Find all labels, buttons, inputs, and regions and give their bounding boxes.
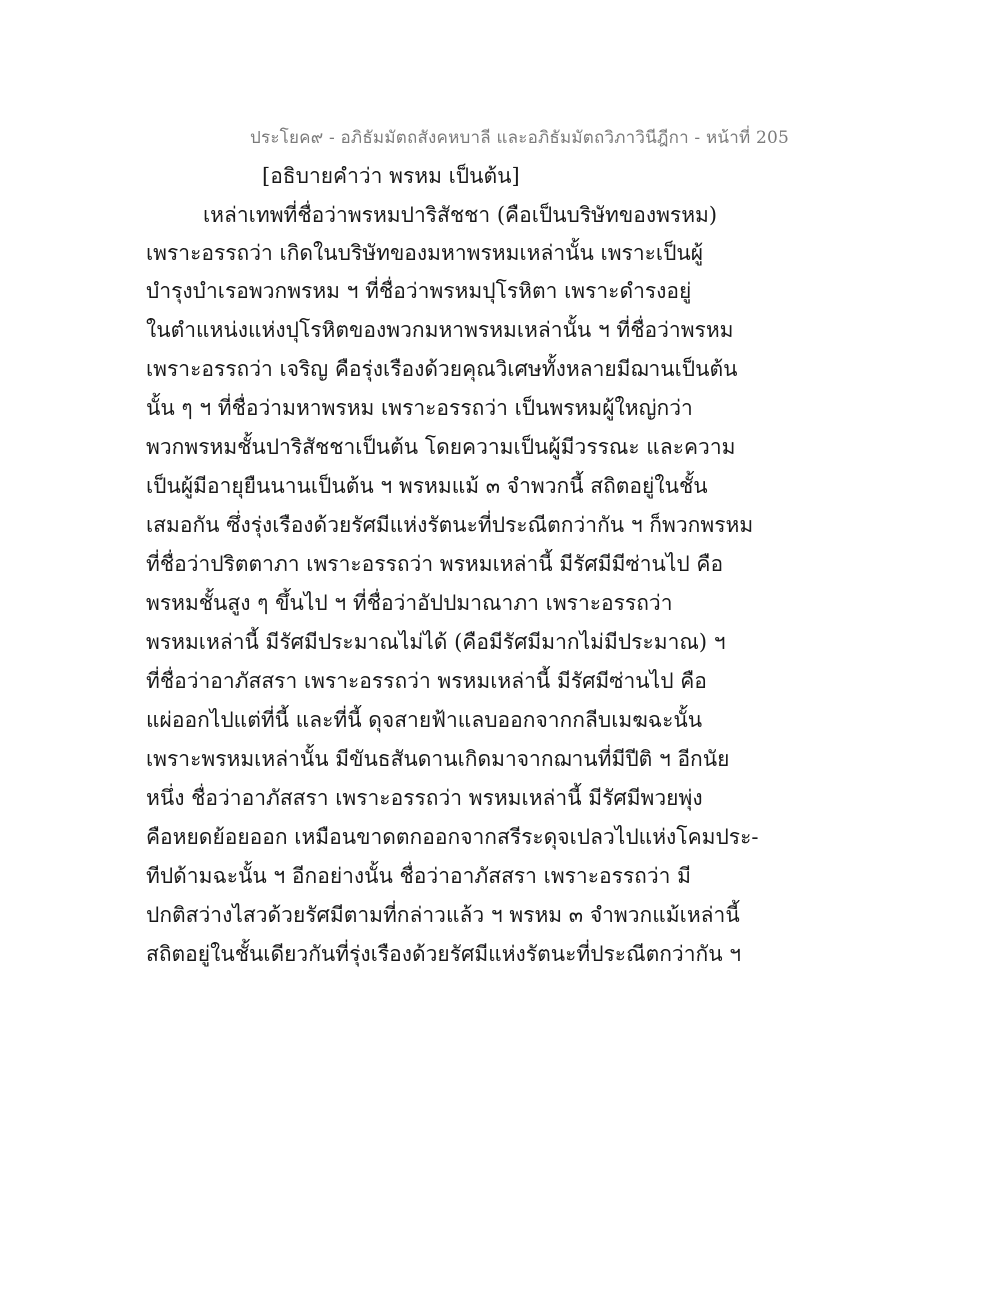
running-header: ประโยค๙ - อภิธัมมัตถสังคหบาลี และอภิธัมมัตถวิภาวินีฎีกา - หน้าที่ 205 xyxy=(250,128,790,148)
paragraph-line: หนึ่ง ชื่อว่าอาภัสสรา เพราะอรรถว่า พรหมเหล่านี้ มีรัศมีพวยพุ่ง xyxy=(146,786,703,810)
paragraph-line: แผ่ออกไปแต่ที่นี้ และที่นี้ ดุจสายฟ้าแลบออกจากกลีบเมฆฉะนั้น xyxy=(146,708,703,732)
paragraph-line: พวกพรหมชั้นปาริสัชชาเป็นต้น โดยความเป็นผู้มีวรรณะ และความ xyxy=(146,435,736,459)
paragraph-line: ในตำแหน่งแห่งปุโรหิตของพวกมหาพรหมเหล่านั้น ฯ ที่ชื่อว่าพรหม xyxy=(146,318,734,342)
paragraph-line: ทีปด้ามฉะนั้น ฯ อีกอย่างนั้น ชื่อว่าอาภัสสรา เพราะอรรถว่า มี xyxy=(146,864,691,888)
paragraph-line: ปกติสว่างไสวด้วยรัศมีตามที่กล่าวแล้ว ฯ พรหม ๓ จำพวกแม้เหล่านี้ xyxy=(146,903,740,927)
paragraph-line: พรหมชั้นสูง ๆ ขึ้นไป ฯ ที่ชื่อว่าอัปปมาณาภา เพราะอรรถว่า xyxy=(146,591,673,615)
paragraph-line: คือหยดย้อยออก เหมือนขาดตกออกจากสรีระดุจเปลวไปแห่งโคมประ- xyxy=(146,825,759,849)
paragraph-line: เหล่าเทพที่ชื่อว่าพรหมปาริสัชชา (คือเป็นบริษัทของพรหม) xyxy=(203,203,718,227)
paragraph-line: นั้น ๆ ฯ ที่ชื่อว่ามหาพรหม เพราะอรรถว่า เป็นพรหมผู้ใหญ่กว่า xyxy=(146,396,693,420)
paragraph-line: ที่ชื่อว่าปริตตาภา เพราะอรรถว่า พรหมเหล่านี้ มีรัศมีมีซ่านไป คือ xyxy=(146,552,724,576)
section-heading: [อธิบายคำว่า พรหม เป็นต้น] xyxy=(262,164,520,188)
paragraph-line: ที่ชื่อว่าอาภัสสรา เพราะอรรถว่า พรหมเหล่านี้ มีรัศมีซ่านไป คือ xyxy=(146,669,707,693)
paragraph-line: สถิตอยู่ในชั้นเดียวกันที่รุ่งเรืองด้วยรัศมีแห่งรัตนะที่ประณีตกว่ากัน ฯ xyxy=(146,942,742,966)
paragraph-line: เป็นผู้มีอายุยืนนานเป็นต้น ฯ พรหมแม้ ๓ จำพวกนี้ สถิตอยู่ในชั้น xyxy=(146,474,708,498)
paragraph-line: เพราะอรรถว่า เกิดในบริษัทของมหาพรหมเหล่านั้น เพราะเป็นผู้ xyxy=(146,241,704,265)
paragraph-line: เพราะพรหมเหล่านั้น มีขันธสันดานเกิดมาจากฌานที่มีปีติ ฯ อีกนัย xyxy=(146,747,730,771)
paragraph-line: บำรุงบำเรอพวกพรหม ฯ ที่ชื่อว่าพรหมปุโรหิตา เพราะดำรงอยู่ xyxy=(146,279,692,303)
paragraph-line: พรหมเหล่านี้ มีรัศมีประมาณไม่ได้ (คือมีรัศมีมากไม่มีประมาณ) ฯ xyxy=(146,630,726,654)
paragraph-line: เพราะอรรถว่า เจริญ คือรุ่งเรืองด้วยคุณวิเศษทั้งหลายมีฌานเป็นต้น xyxy=(146,357,738,381)
paragraph-line: เสมอกัน ซึ่งรุ่งเรืองด้วยรัศมีแห่งรัตนะที่ประณีตกว่ากัน ฯ ก็พวกพรหม xyxy=(146,513,754,537)
